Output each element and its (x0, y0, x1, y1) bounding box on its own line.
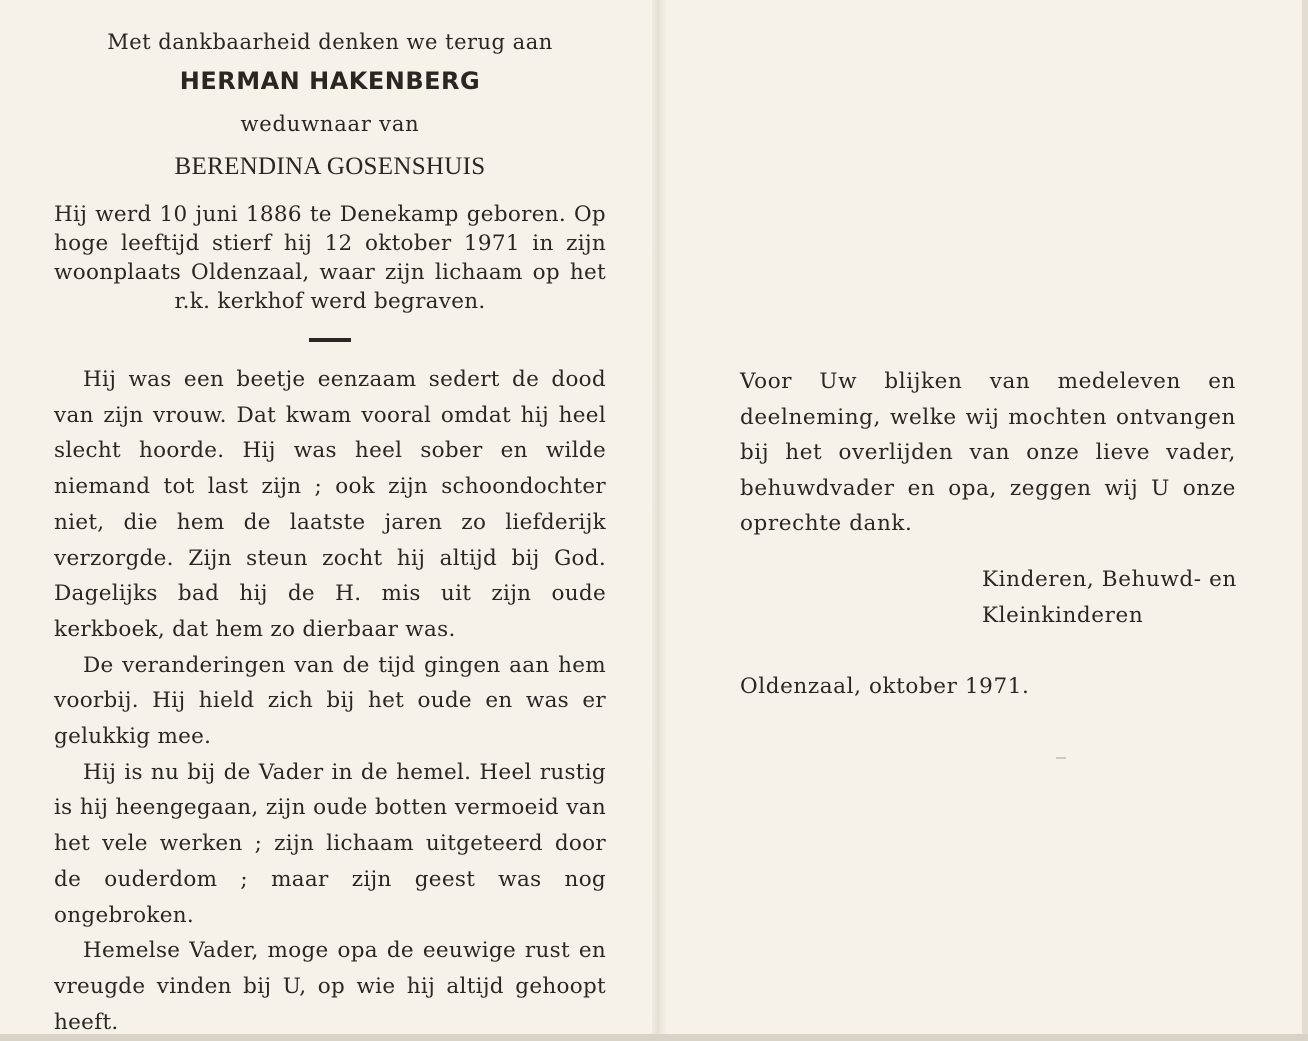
widower-of-line: weduwnaar van (240, 112, 420, 136)
right-page (740, 364, 1236, 705)
card-fold (652, 0, 666, 1041)
signature-line: Kinderen, Behuwd- en (982, 566, 1237, 592)
paper-speck (1056, 757, 1066, 759)
deceased-name: HERMAN HAKENBERG (179, 67, 481, 95)
memorial-text (54, 362, 606, 1040)
memorial-paragraph: De veranderingen van de tijd gingen aan hem voorbij. Hij hield zich bij het oude en was er gelukkig mee. (54, 652, 606, 750)
memorial-paragraph: Hij was een beetje eenzaam sedert de dood van zijn vrouw. Dat kwam vooral omdat hij heel slecht hoorde. Hij was heel sober en wilde niemand tot last zijn ; ook zijn schoondochter niet, die hem de laatste jaren zo liefderijk verzorgde. Zijn steun zocht hij altijd bij God. Dagelijks bad hij de H. mis uit zijn oude kerkboek, dat hem zo dierbaar was. (54, 367, 606, 642)
spouse-name: BERENDINA GOSENSHUIS (174, 153, 486, 180)
card-edge-right (1302, 0, 1308, 1041)
divider-rule (309, 338, 351, 342)
signature-line: Kleinkinderen (982, 602, 1144, 628)
signature-block (982, 562, 1236, 633)
memorial-paragraph: Hemelse Vader, moge opa de eeuwige rust en vreugde vinden bij U, op wie hij altijd gehoopt heeft. (54, 938, 606, 1035)
place-date: Oldenzaal, oktober 1971. (740, 674, 1030, 700)
memorial-paragraph: Hij is nu bij de Vader in de hemel. Heel rustig is hij heengegaan, zijn oude botten vermoeid van het vele werken ; zijn lichaam uitgeteerd door de ouderdom ; maar zijn geest was nog ongebroken. (54, 759, 606, 928)
left-page (54, 24, 606, 1040)
thanks-text: Voor Uw blijken van medeleven en deelneming, welke wij mochten ontvangen bij het overlijden van onze lieve vader, behuwdvader en opa, zeggen wij U onze oprechte dank. (740, 369, 1236, 537)
birth-death-text: Hij werd 10 juni 1886 te Denekamp geboren. Op hoge leeftijd stierf hij 12 oktober 1971 in zijn woonplaats Oldenzaal, waar zijn lichaam op het r.k. kerkhof werd begraven. (54, 202, 606, 314)
intro-line: Met dankbaarheid denken we terug aan (107, 30, 553, 54)
